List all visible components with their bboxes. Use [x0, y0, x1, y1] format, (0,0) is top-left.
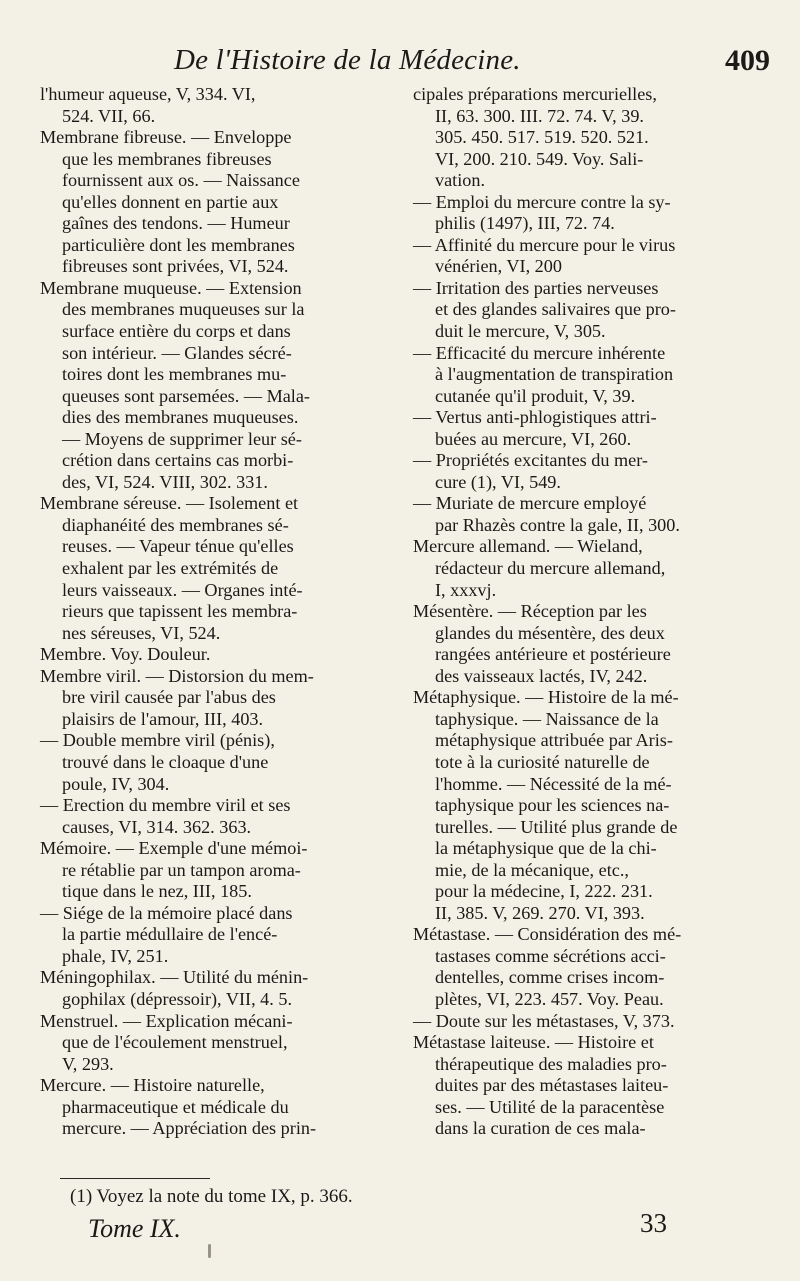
index-line: pour la médecine, I, 222. 231. [435, 881, 653, 902]
index-entry [40, 1075, 400, 1140]
index-line: par Rhazès contre la gale, II, 300. [435, 514, 680, 535]
index-line: l'homme. — Nécessité de la mé- [435, 773, 672, 794]
index-line: fournissent aux os. — Naissance [62, 170, 300, 191]
index-entry [40, 967, 400, 1010]
index-line: à l'augmentation de transpiration [435, 364, 674, 385]
index-line: trouvé dans le cloaque d'une [62, 751, 269, 772]
index-entry [40, 127, 400, 278]
index-line: — Double membre viril (pénis), [40, 730, 275, 751]
index-line: I, xxxvj. [435, 579, 497, 600]
index-line: ses. — Utilité de la paracentèse [435, 1096, 665, 1117]
index-line: buées au mercure, VI, 260. [435, 428, 632, 449]
index-line: diaphanéité des membranes sé- [62, 514, 289, 535]
index-line: rédacteur du mercure allemand, [435, 558, 666, 579]
index-line: — Emploi du mercure contre la sy- [413, 191, 671, 212]
index-line: dans la curation de ces mala- [435, 1118, 646, 1139]
index-entry [40, 795, 400, 838]
index-entry [413, 278, 773, 343]
index-line: son intérieur. — Glandes sécré- [62, 342, 292, 363]
index-line: VI, 200. 210. 549. Voy. Sali- [435, 148, 644, 169]
index-line: Membre. Voy. Douleur. [40, 644, 211, 665]
index-entry [40, 666, 400, 731]
index-line: surface entière du corps et dans [62, 321, 291, 342]
index-entry [413, 192, 773, 235]
index-column-left [40, 84, 400, 1140]
index-line: — Doute sur les métastases, V, 373. [413, 1010, 675, 1031]
index-line: dentelles, comme crises incom- [435, 967, 665, 988]
index-line: Métastase. — Considération des mé- [413, 924, 682, 945]
index-line: pharmaceutique et médicale du [62, 1096, 289, 1117]
index-line: cutanée qu'il produit, V, 39. [435, 385, 636, 406]
index-line: vénérien, VI, 200 [435, 256, 562, 277]
index-line: tastases comme sécrétions acci- [435, 945, 666, 966]
index-line: des membranes muqueuses sur la [62, 299, 305, 320]
index-line: re rétablie par un tampon aroma- [62, 859, 301, 880]
index-line: que de l'écoulement menstruel, [62, 1032, 288, 1053]
index-line: taphysique. — Naissance de la [435, 708, 659, 729]
index-line: nes séreuses, VI, 524. [62, 622, 221, 643]
index-line: toires dont les membranes mu- [62, 364, 287, 385]
index-line: duites par des métastases laiteu- [435, 1075, 669, 1096]
index-entry [413, 601, 773, 687]
index-line: Menstruel. — Explication mécani- [40, 1010, 293, 1031]
index-entry [413, 1011, 773, 1033]
index-line: queuses sont parsemées. — Mala- [62, 385, 310, 406]
index-line: Membrane fibreuse. — Enveloppe [40, 127, 292, 148]
index-line: glandes du mésentère, des deux [435, 622, 665, 643]
index-line: mercure. — Appréciation des prin- [62, 1118, 317, 1139]
index-line: phale, IV, 251. [62, 945, 169, 966]
index-line: gaînes des tendons. — Humeur [62, 213, 290, 234]
signature-mark: 33 [640, 1208, 667, 1238]
index-line: II, 63. 300. III. 72. 74. V, 39. [435, 105, 644, 126]
index-line: leurs vaisseaux. — Organes inté- [62, 579, 303, 600]
index-line: rieurs que tapissent les membra- [62, 601, 298, 622]
index-line: poule, IV, 304. [62, 773, 170, 794]
index-line: V, 293. [62, 1053, 114, 1074]
index-line: gophilax (dépressoir), VII, 4. 5. [62, 988, 292, 1009]
footnote-rule [60, 1178, 210, 1179]
index-line: Membre viril. — Distorsion du mem- [40, 665, 314, 686]
index-line: — Affinité du mercure pour le virus [413, 234, 676, 255]
index-line: tote à la curiosité naturelle de [435, 751, 650, 772]
index-line: dies des membranes muqueuses. [62, 407, 299, 428]
index-entry [40, 1011, 400, 1076]
running-title: De l'Histoire de la Médecine. [174, 44, 521, 76]
index-entry [40, 493, 400, 644]
index-entry [413, 343, 773, 408]
index-line: causes, VI, 314. 362. 363. [62, 816, 252, 837]
index-line: duit le mercure, V, 305. [435, 321, 606, 342]
index-line: fibreuses sont privées, VI, 524. [62, 256, 289, 277]
volume-label: Tome IX. [88, 1214, 181, 1243]
index-entry [413, 407, 773, 450]
index-line: II, 385. V, 269. 270. VI, 393. [435, 902, 645, 923]
ink-speck [208, 1244, 211, 1258]
index-entry [413, 536, 773, 601]
index-line: — Siége de la mémoire placé dans [40, 902, 293, 923]
index-line: Métastase laiteuse. — Histoire et [413, 1032, 654, 1053]
index-entry [40, 278, 400, 493]
index-line: des vaisseaux lactés, IV, 242. [435, 665, 648, 686]
index-line: mie, de la mécanique, etc., [435, 859, 629, 880]
index-entry [413, 84, 773, 192]
index-line: plètes, VI, 223. 457. Voy. Peau. [435, 988, 664, 1009]
index-line: — Vertus anti-phlogistiques attri- [413, 407, 657, 428]
index-line: cure (1), VI, 549. [435, 471, 561, 492]
index-line: — Muriate de mercure employé [413, 493, 647, 514]
index-line: — Moyens de supprimer leur sé- [62, 428, 302, 449]
index-line: l'humeur aqueuse, V, 334. VI, [40, 84, 256, 104]
index-line: — Efficacité du mercure inhérente [413, 342, 666, 363]
index-entry [413, 235, 773, 278]
index-line: exhalent par les extrémités de [62, 558, 279, 579]
index-entry [40, 730, 400, 795]
index-line: crétion dans certains cas morbi- [62, 450, 294, 471]
index-line: et des glandes salivaires que pro- [435, 299, 676, 320]
index-line: philis (1497), III, 72. 74. [435, 213, 615, 234]
index-line: Méningophilax. — Utilité du ménin- [40, 967, 309, 988]
index-line: des, VI, 524. VIII, 302. 331. [62, 471, 268, 492]
index-entry [413, 924, 773, 1010]
page-number: 409 [725, 44, 770, 77]
index-entry [40, 84, 400, 127]
index-entry [413, 1032, 773, 1140]
index-column-right [413, 84, 773, 1140]
index-line: la métaphysique que de la chi- [435, 838, 657, 859]
index-line: Membrane séreuse. — Isolement et [40, 493, 299, 514]
index-line: bre viril causée par l'abus des [62, 687, 276, 708]
index-line: — Irritation des parties nerveuses [413, 277, 659, 298]
index-entry [40, 644, 400, 666]
index-line: cipales préparations mercurielles, [413, 84, 657, 104]
index-line: Mémoire. — Exemple d'une mémoi- [40, 838, 308, 859]
footnote: (1) Voyez la note du tome IX, p. 366. [70, 1186, 353, 1207]
index-line: vation. [435, 170, 486, 191]
index-line: métaphysique attribuée par Aris- [435, 730, 673, 751]
index-line: thérapeutique des maladies pro- [435, 1053, 667, 1074]
index-line: Mésentère. — Réception par les [413, 601, 647, 622]
index-entry [413, 450, 773, 493]
index-line: particulière dont les membranes [62, 234, 295, 255]
index-line: plaisirs de l'amour, III, 403. [62, 708, 264, 729]
index-line: qu'elles donnent en partie aux [62, 191, 279, 212]
index-entry [413, 687, 773, 924]
index-entry [40, 838, 400, 903]
index-line: reuses. — Vapeur ténue qu'elles [62, 536, 294, 557]
index-line: la partie médullaire de l'encé- [62, 924, 278, 945]
index-line: rangées antérieure et postérieure [435, 644, 671, 665]
index-line: turelles. — Utilité plus grande de [435, 816, 678, 837]
index-line: Métaphysique. — Histoire de la mé- [413, 687, 679, 708]
index-line: tique dans le nez, III, 185. [62, 881, 252, 902]
index-line: Membrane muqueuse. — Extension [40, 277, 302, 298]
index-line: taphysique pour les sciences na- [435, 795, 670, 816]
index-line: 305. 450. 517. 519. 520. 521. [435, 127, 649, 148]
index-line: — Erection du membre viril et ses [40, 795, 291, 816]
index-line: 524. VII, 66. [62, 105, 156, 126]
index-entry [413, 493, 773, 536]
index-line: Mercure. — Histoire naturelle, [40, 1075, 265, 1096]
index-line: que les membranes fibreuses [62, 148, 272, 169]
index-line: Mercure allemand. — Wieland, [413, 536, 643, 557]
index-line: — Propriétés excitantes du mer- [413, 450, 648, 471]
index-entry [40, 903, 400, 968]
